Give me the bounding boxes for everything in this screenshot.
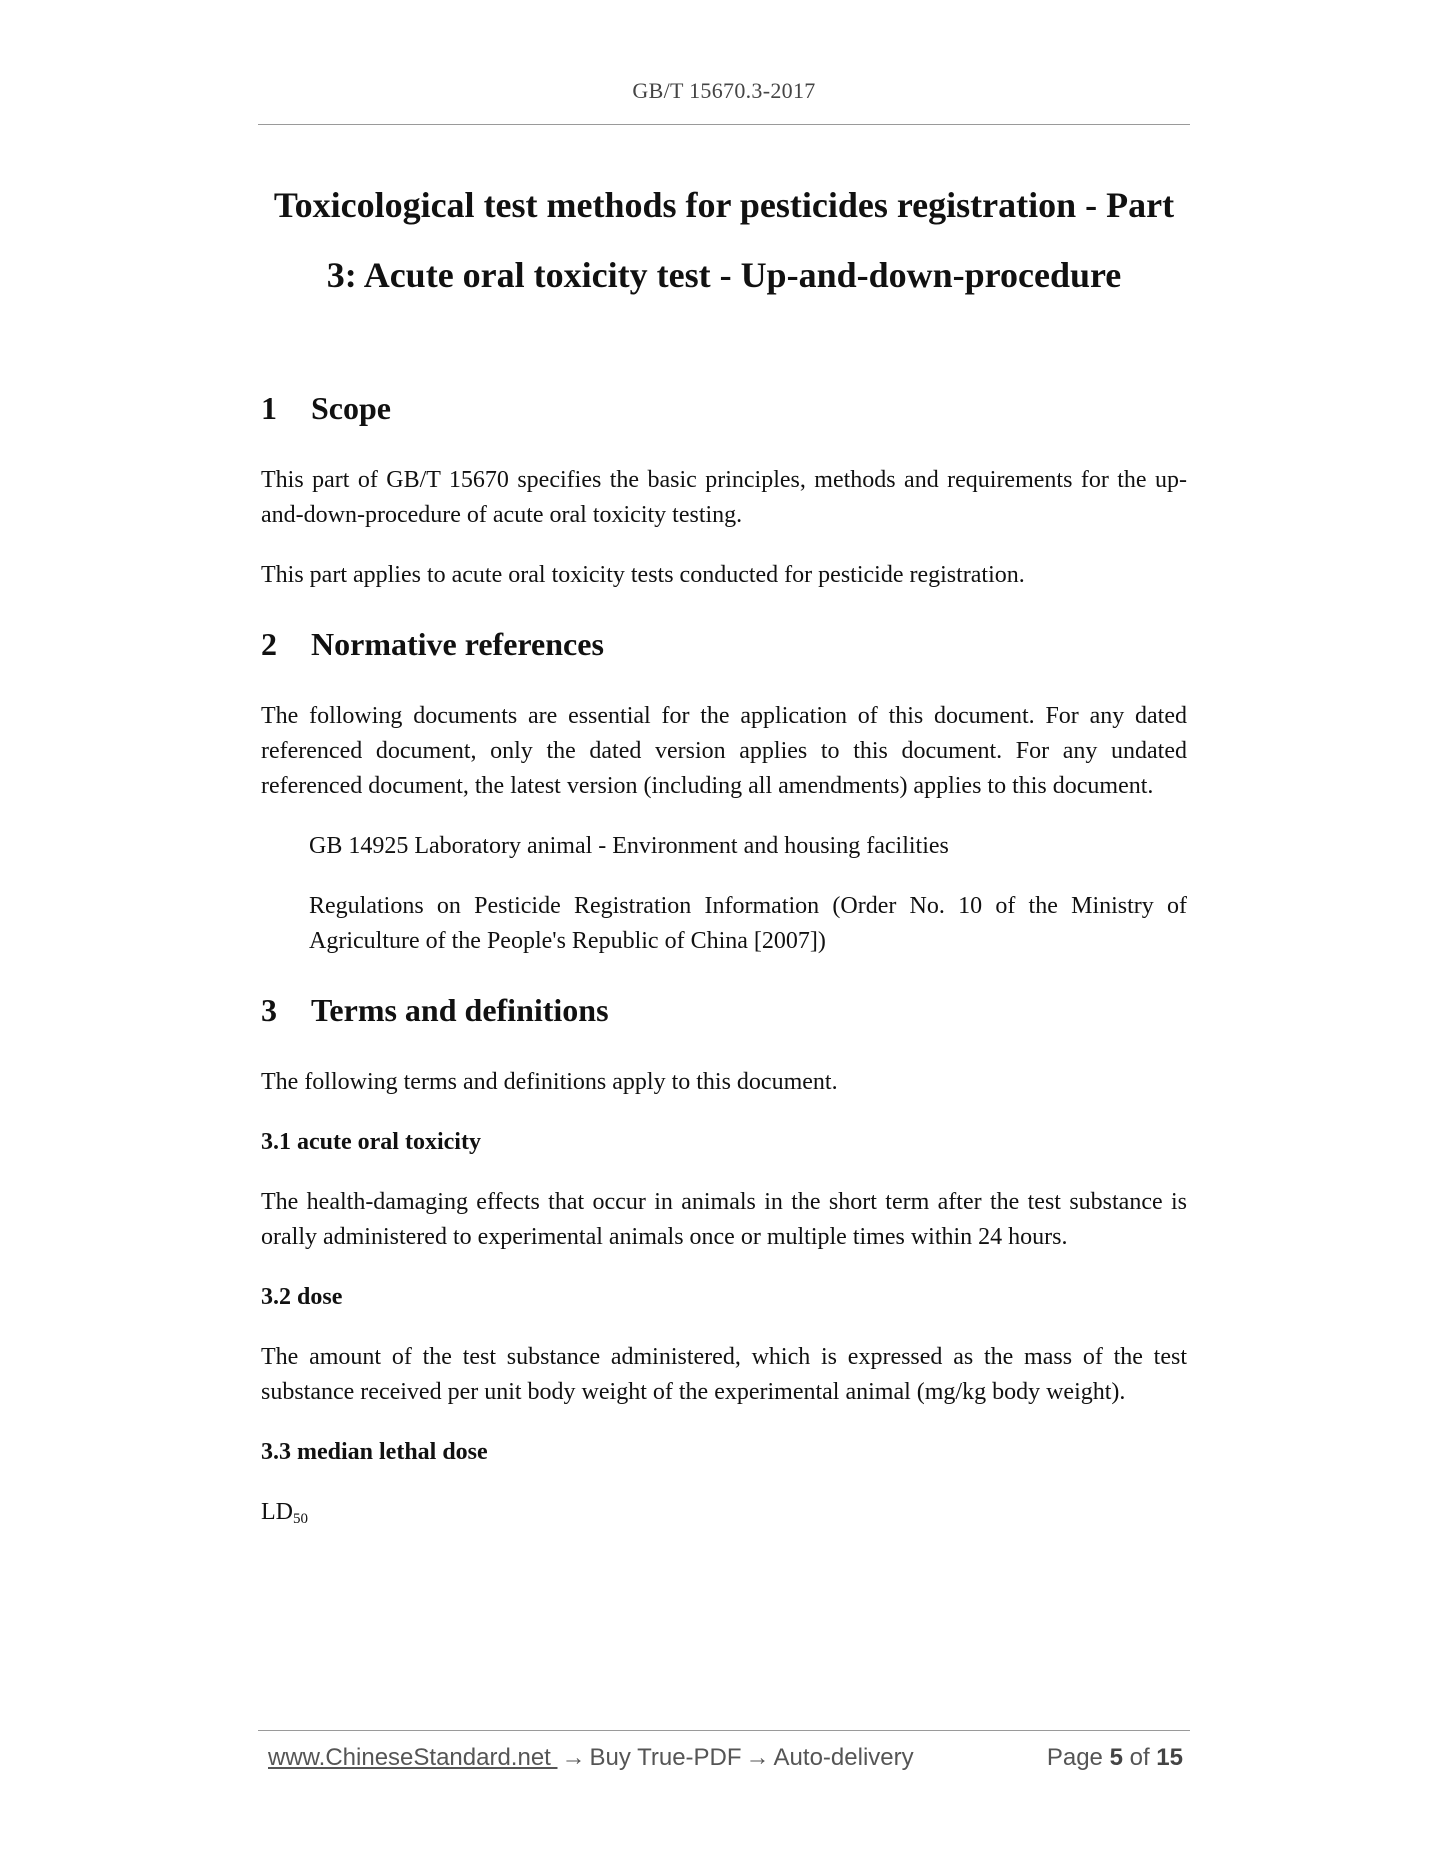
terms-intro: The following terms and definitions apply to this document. bbox=[261, 1069, 838, 1095]
total-pages: 15 bbox=[1156, 1744, 1183, 1771]
footer-links bbox=[268, 1744, 914, 1772]
section-title: Terms and definitions bbox=[311, 992, 609, 1028]
scope-paragraph-2: This part applies to acute oral toxicity tests conducted for pesticide registration. bbox=[261, 562, 1025, 588]
website-link[interactable]: www.ChineseStandard.net bbox=[268, 1744, 558, 1771]
abbreviation-subscript: 50 bbox=[293, 1511, 308, 1527]
term-heading-dose: 3.2 dose bbox=[261, 1284, 343, 1310]
footer-divider bbox=[258, 1730, 1190, 1731]
scope-paragraph-1: This part of GB/T 15670 specifies the basic principles, methods and requirements for the up-and-down-procedure of acute oral toxicity testing. bbox=[261, 467, 1187, 528]
term-definition-dose: The amount of the test substance administered, which is expressed as the mass of the test substance received per unit body weight of the experimental animal (mg/kg body weight). bbox=[261, 1344, 1187, 1405]
page-of-label: of bbox=[1129, 1744, 1150, 1771]
term-heading-median-lethal-dose: 3.3 median lethal dose bbox=[261, 1439, 488, 1465]
document-body bbox=[261, 380, 1187, 1537]
page-number bbox=[1047, 1744, 1183, 1772]
document-code-header: GB/T 15670.3-2017 bbox=[632, 78, 816, 103]
section-title: Normative references bbox=[311, 626, 604, 662]
reference-item-gb14925: GB 14925 Laboratory animal - Environment and housing facilities bbox=[309, 833, 949, 859]
term-definition-acute-oral-toxicity: The health-damaging effects that occur in animals in the short term after the test substance is orally administered to experimental animals once or multiple times within 24 hours. bbox=[261, 1189, 1187, 1250]
term-abbreviation-ld50 bbox=[261, 1495, 1187, 1537]
abbreviation-main: LD bbox=[261, 1499, 293, 1525]
normative-paragraph: The following documents are essential for the application of this document. For any dated referenced document, only the dated version applies to this document. For any undated referenced document, the latest version (including all amendments) applies to this document. bbox=[261, 703, 1187, 799]
arrow-right-icon: → bbox=[561, 1744, 586, 1771]
buy-true-pdf-text: Buy True-PDF bbox=[589, 1744, 742, 1771]
term-heading-acute-oral-toxicity: 3.1 acute oral toxicity bbox=[261, 1129, 481, 1155]
section-number: 2 bbox=[261, 626, 277, 662]
page-label: Page bbox=[1046, 1744, 1103, 1771]
header-divider bbox=[258, 124, 1190, 125]
section-number: 1 bbox=[261, 390, 277, 426]
title-line-1: Toxicological test methods for pesticides registration - Part bbox=[273, 185, 1175, 225]
document-title bbox=[258, 170, 1190, 310]
section-heading-scope bbox=[261, 390, 1187, 427]
page-footer bbox=[268, 1744, 1183, 1772]
reference-item-regulations: Regulations on Pesticide Registration Information (Order No. 10 of the Ministry of Agriculture of the People's Republic of China [2007]) bbox=[309, 893, 1187, 954]
auto-delivery-text: Auto-delivery bbox=[773, 1744, 914, 1771]
current-page: 5 bbox=[1109, 1744, 1123, 1771]
title-line-2: 3: Acute oral toxicity test - Up-and-down-procedure bbox=[326, 255, 1122, 295]
arrow-right-icon: → bbox=[745, 1744, 770, 1771]
section-title: Scope bbox=[311, 390, 391, 426]
section-heading-normative-references bbox=[261, 626, 1187, 663]
section-number: 3 bbox=[261, 992, 277, 1028]
section-heading-terms-definitions bbox=[261, 992, 1187, 1029]
